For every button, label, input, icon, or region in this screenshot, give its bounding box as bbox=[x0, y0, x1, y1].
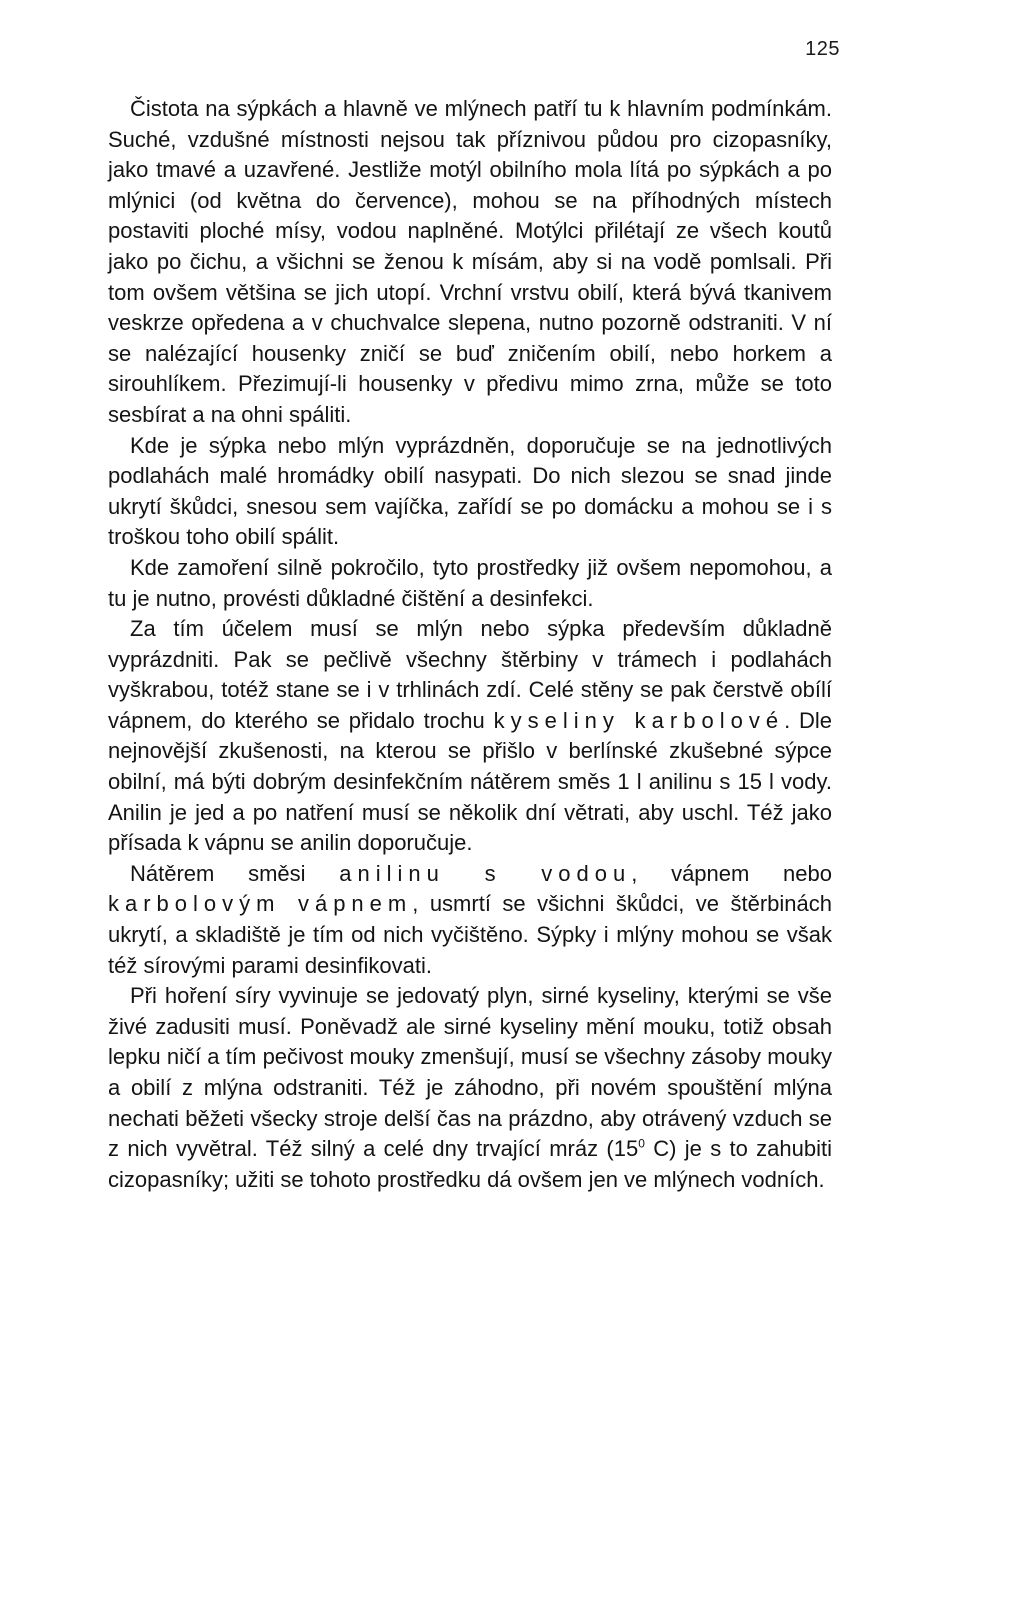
paragraph-5-part-b: , vápnem nebo bbox=[631, 860, 832, 886]
paragraph-5 bbox=[108, 859, 832, 981]
degree-mark: 0 bbox=[638, 1136, 645, 1151]
paragraph-6-part-a: Při hoření síry vyvinuje se jedovatý plyn, sirné kyseliny, kterými se vše živé zadusiti musí. Poněvadž ale sirné kyseliny mění mouku, totiž obsah lepku ničí a tím pečivost mouky zmenšují, musí se všechny zásoby mouky a obilí z mlýna odstraniti. Též je záhodno, při novém spouštění mlýna nechati běžeti všecky stroje delší čas na prázdno, aby otrávený vzduch se z nich vyvětral. Též silný a celé dny trvající mráz (15 bbox=[108, 983, 832, 1162]
emphasis-karbolova: kyseliny karbolové bbox=[493, 707, 785, 733]
paragraph-2: Kde je sýpka nebo mlýn vyprázdněn, doporučuje se na jednotlivých podlahách malé hromádky obilí nasypati. Do nich slezou se snad jinde ukrytí škůdci, snesou sem vajíčka, zařídí se po domácku a mohou se i s troškou toho obilí spálit. bbox=[108, 432, 832, 550]
emphasis-karbolovym-vapnem: karbolovým vápnem bbox=[108, 891, 413, 917]
page-number: 125 bbox=[805, 38, 840, 60]
paragraph-4-part-b: . Dle nejnovější zkušenosti, na kterou se přišlo v berlínské zkušebné sýpce obilní, má býti dobrým desinfekčním nátěrem směs 1 l anilinu s 15 l vody. Anilin je jed a po natření musí se několik dní větrati, aby uschl. Též jako přísada k vápnu se anilin doporučuje. bbox=[108, 707, 833, 856]
paragraph-3: Kde zamoření silně pokročilo, tyto prostředky již ovšem nepomohou, a tu je nutno, provésti důkladné čištění a desinfekci. bbox=[108, 554, 832, 611]
paragraph-1: Čistota na sýpkách a hlavně ve mlýnech patří tu k hlavním podmínkám. Suché, vzdušné místnosti nejsou tak příznivou půdou pro cizopasníky, jako tmavé a uzavřené. Jestliže motýl obilního mola lítá po sýpkách a po mlýnici (od května do července), mohou se na příhodných místech postaviti ploché mísy, vodou naplněné. Motýlci přilétají ze všech koutů jako po čichu, a všichni se ženou k mísám, aby si na vodě pomlsali. Při tom ovšem většina se jich utopí. Vrchní vrstvu obilí, která bývá tkanivem veskrze opředena a v chuchvalce slepena, nutno pozorně odstraniti. V ní se nalézající housenky zničí se buď zničením obilí, nebo horkem a sirouhlíkem. Přezimují-li housenky v předivu mimo zrna, může se toto sesbírat a na ohni spáliti. bbox=[108, 96, 832, 427]
paragraph-6-part-b: C) je s to zahubiti cizopasníky; užiti se tohoto prostředku dá ovšem jen ve mlýnech vodních. bbox=[108, 1136, 833, 1192]
paragraph-5-part-c: , usmrtí se všichni škůdci, ve štěrbinách ukrytí, a skladiště je tím od nich vyčištěno. Sýpky i mlýny mohou se však též sírovými parami desinfikovati. bbox=[108, 891, 832, 978]
paragraph-4-part-a: Za tím účelem musí se mlýn nebo sýpka především důkladně vyprázdniti. Pak se pečlivě všechny štěrbiny v trámech i podlahách vyškrabou, totéž stane se i v trhlinách zdí. Celé stěny se pak čerstvě obílí vápnem, do kterého se přidalo trochu bbox=[108, 616, 832, 733]
body-text bbox=[108, 94, 832, 1195]
paragraph-5-part-a: Nátěrem směsi bbox=[130, 860, 340, 886]
paragraph-6 bbox=[108, 981, 832, 1195]
emphasis-anilinu-s-vodou: anilinu s vodou bbox=[339, 860, 632, 886]
paragraph-4 bbox=[108, 614, 832, 859]
